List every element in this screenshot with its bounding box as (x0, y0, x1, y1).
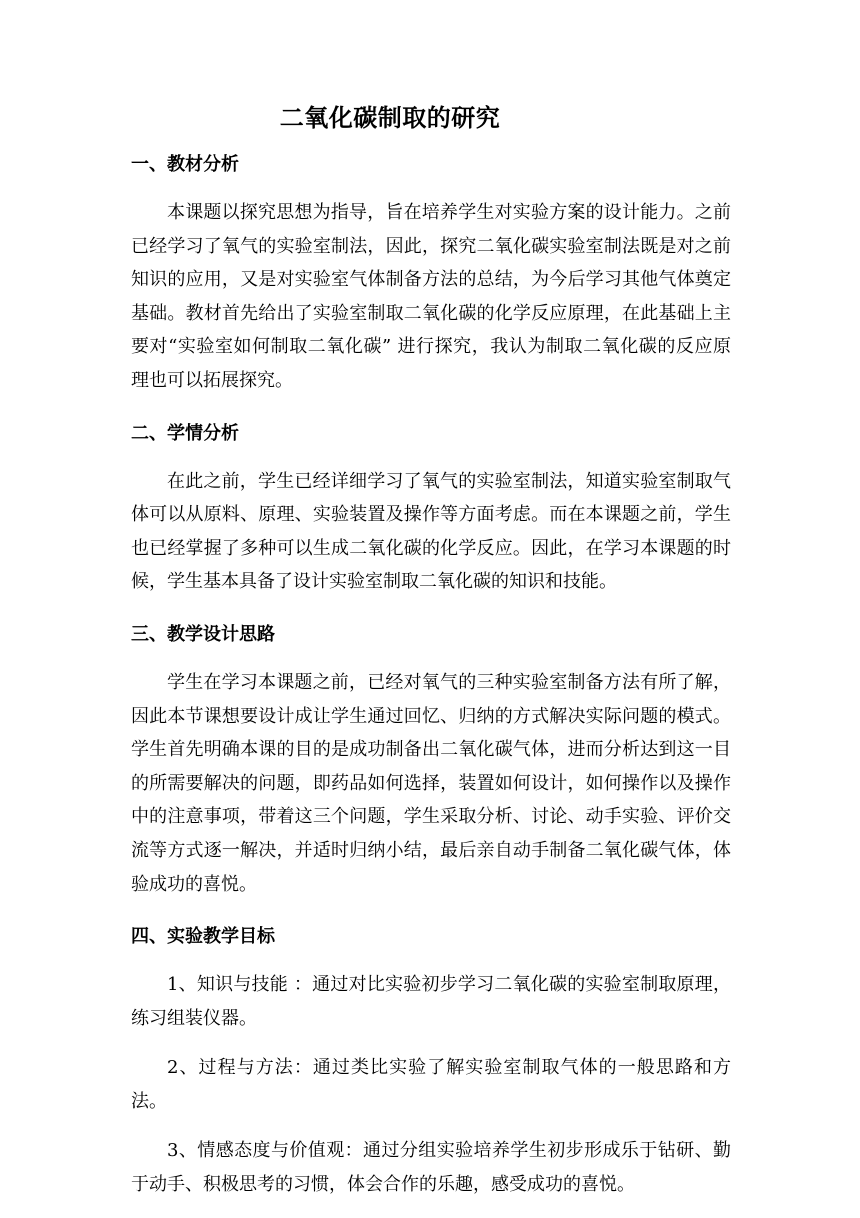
document-title: 二氧化碳制取的研究 (279, 104, 501, 132)
section-design-approach (131, 620, 731, 901)
objective-paragraph: 1、知识与技能 ：通过对比实验初步学习二氧化碳的实验室制取原理，练习组装仪器。 (131, 974, 731, 1029)
section-heading: 四、实验教学目标 (131, 926, 275, 948)
section-paragraph: 本课题以探究思想为指导，旨在培养学生对实验方案的设计能力。之前已经学习了氧气的实验室制法，因此，探究二氧化碳实验室制法既是对之前知识的应用，又是对实验室气体制备方法的总结，为今后学习其他气体奠定基础。教材首先给出了实验室制取二氧化碳的化学反应原理，在此基础上主要对“实验室如何制取二氧化碳” 进行探究，我认为制取二氧化碳的反应原理也可以拓展探究。 (131, 202, 731, 391)
section-heading: 一、教材分析 (131, 154, 239, 175)
objective-paragraph: 3、情感态度与价值观：通过分组实验培养学生初步形成乐于钻研、勤于动手、积极思考的习惯，体会合作的乐趣，感受成功的喜悦。 (131, 1140, 731, 1196)
section-textbook-analysis (131, 150, 731, 398)
objective-paragraph: 2、过程与方法：通过类比实验了解实验室制取气体的一般思路和方法。 (131, 1057, 731, 1112)
section-heading: 三、教学设计思路 (131, 623, 275, 645)
section-student-analysis (131, 419, 731, 599)
document-body (131, 150, 731, 1218)
section-teaching-objectives (131, 922, 731, 1202)
section-paragraph: 学生在学习本课题之前，已经对氧气的三种实验室制备方法有所了解，因此本节课想要设计成让学生通过回忆、归纳的方式解决实际问题的模式。学生首先明确本课的目的是成功制备出二氧化碳气体，进而分析达到这一目的所需要解决的问题，即药品如何选择，装置如何设计，如何操作以及操作中的注意事项，带着这三个问题，学生采取分析、讨论、动手实验、评价交流等方式逐一解决，并适时归纳小结，最后亲自动手制备二氧化碳气体，体验成功的喜悦。 (131, 671, 731, 895)
section-paragraph: 在此之前，学生已经详细学习了氧气的实验室制法，知道实验室制取气体可以从原料、原理、实验装置及操作等方面考虑。而在本课题之前，学生也已经掌握了多种可以生成二氧化碳的化学反应。因此，在学习本课题的时候，学生基本具备了设计实验室制取二氧化碳的知识和技能。 (131, 470, 731, 593)
section-heading: 二、学情分析 (131, 422, 239, 444)
